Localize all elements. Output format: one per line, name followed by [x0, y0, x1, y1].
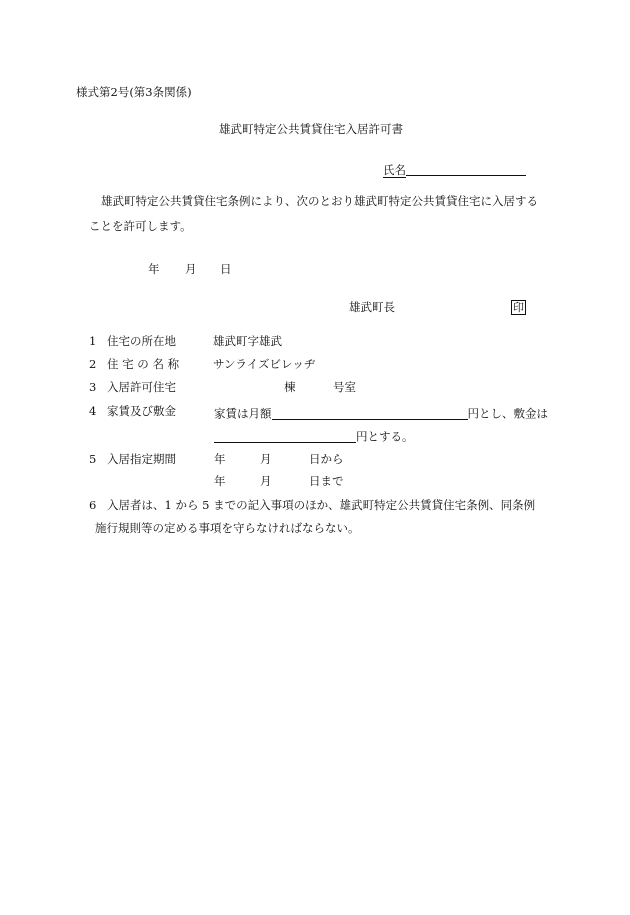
seal-mark: [511, 300, 526, 315]
issuer-name: 雄武町長: [349, 300, 395, 314]
item-2-number: 2: [89, 357, 97, 371]
rent-suffix: 円とし、敷金は: [467, 406, 548, 421]
item-2-value: サンライズビレッヂ: [213, 357, 316, 371]
body-line-1: 雄武町特定公共賃貸住宅条例により、次のとおり雄武町特定公共賃貸住宅に入居する: [101, 194, 538, 208]
item-1-label: 住宅の所在地: [107, 334, 176, 348]
body-line-2: ことを許可します。: [89, 219, 192, 233]
period-start-year: 年: [214, 452, 226, 466]
issue-date-month: 月: [185, 262, 197, 276]
name-underline: [406, 162, 526, 176]
item-3-number: 3: [89, 380, 97, 394]
name-field: [383, 162, 526, 176]
name-label: 氏名: [383, 162, 406, 177]
item-4-deposit-line: [214, 429, 414, 443]
item-6-line-1: 入居者は、1 から 5 までの記入事項のほか、雄武町特定公共賃貸住宅条例、同条例: [107, 498, 536, 512]
item-4-label: 家賃及び敷金: [107, 404, 176, 418]
period-start-day: 日から: [309, 452, 344, 466]
form-number-label: 様式第2号(第3条関係): [76, 85, 192, 99]
item-1-value: 雄武町字雄武: [213, 334, 282, 348]
period-end-month: 月: [260, 474, 272, 488]
period-end-day: 日まで: [309, 474, 344, 488]
item-1-number: 1: [89, 334, 97, 348]
item-5-number: 5: [89, 452, 97, 466]
deposit-suffix: 円とする。: [356, 429, 414, 444]
item-4-rent-line: [214, 406, 548, 420]
item-3-building-unit: 棟: [284, 380, 296, 394]
seal-box: 印: [513, 301, 524, 314]
item-6-number: 6: [89, 498, 97, 512]
issue-date-year: 年: [148, 262, 160, 276]
item-3-label: 入居許可住宅: [107, 380, 176, 394]
item-2-label: 住 宅 の 名 称: [107, 357, 180, 371]
rent-prefix: 家賃は月額: [214, 406, 272, 421]
issue-date-day: 日: [220, 262, 232, 276]
document-title: 雄武町特定公共賃貸住宅入居許可書: [219, 122, 403, 136]
deposit-amount-blank: [214, 429, 356, 443]
period-start-month: 月: [260, 452, 272, 466]
period-end-year: 年: [214, 474, 226, 488]
item-6-line-2: 施行規則等の定める事項を守らなければならない。: [95, 521, 360, 535]
rent-amount-blank: [272, 406, 468, 420]
item-3-room-unit: 号室: [333, 380, 356, 394]
item-5-label: 入居指定期間: [107, 452, 176, 466]
item-4-number: 4: [89, 404, 97, 418]
